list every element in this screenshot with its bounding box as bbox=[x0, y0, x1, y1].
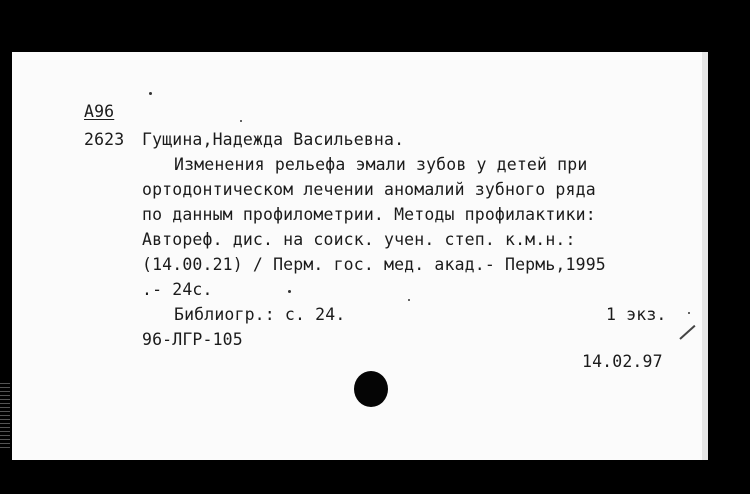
card-date: 14.02.97 bbox=[582, 352, 663, 371]
scan-edge-noise bbox=[0, 380, 10, 450]
accession-number: 2623 bbox=[84, 130, 125, 149]
copies-count: 1 экз. bbox=[606, 305, 667, 324]
title-line: по данным профилометрии. Методы профилактики: bbox=[142, 205, 596, 224]
author-name: Гущина,Надежда Васильевна. bbox=[142, 130, 405, 149]
title-line: ортодонтическом лечении аномалий зубного ряда bbox=[142, 180, 596, 199]
ink-speck bbox=[688, 312, 690, 314]
shelf-code: А96 bbox=[84, 102, 115, 121]
title-line: Изменения рельефа эмали зубов у детей при bbox=[174, 155, 588, 174]
ink-speck bbox=[240, 120, 242, 122]
title-line: Автореф. дис. на соиск. учен. степ. к.м.н.: bbox=[142, 230, 576, 249]
bibliography-note: Библиогр.: с. 24. bbox=[174, 305, 346, 324]
card-punch-hole bbox=[354, 371, 388, 407]
ink-speck bbox=[408, 299, 410, 301]
card-right-edge bbox=[702, 52, 708, 460]
title-line: .- 24с. bbox=[142, 280, 213, 299]
title-line: (14.00.21) / Перм. гос. мед. акад.- Пермь,1995 bbox=[142, 255, 606, 274]
ink-speck bbox=[288, 290, 291, 293]
ink-speck bbox=[149, 92, 152, 95]
catalog-code: 96-ЛГР-105 bbox=[142, 330, 243, 349]
